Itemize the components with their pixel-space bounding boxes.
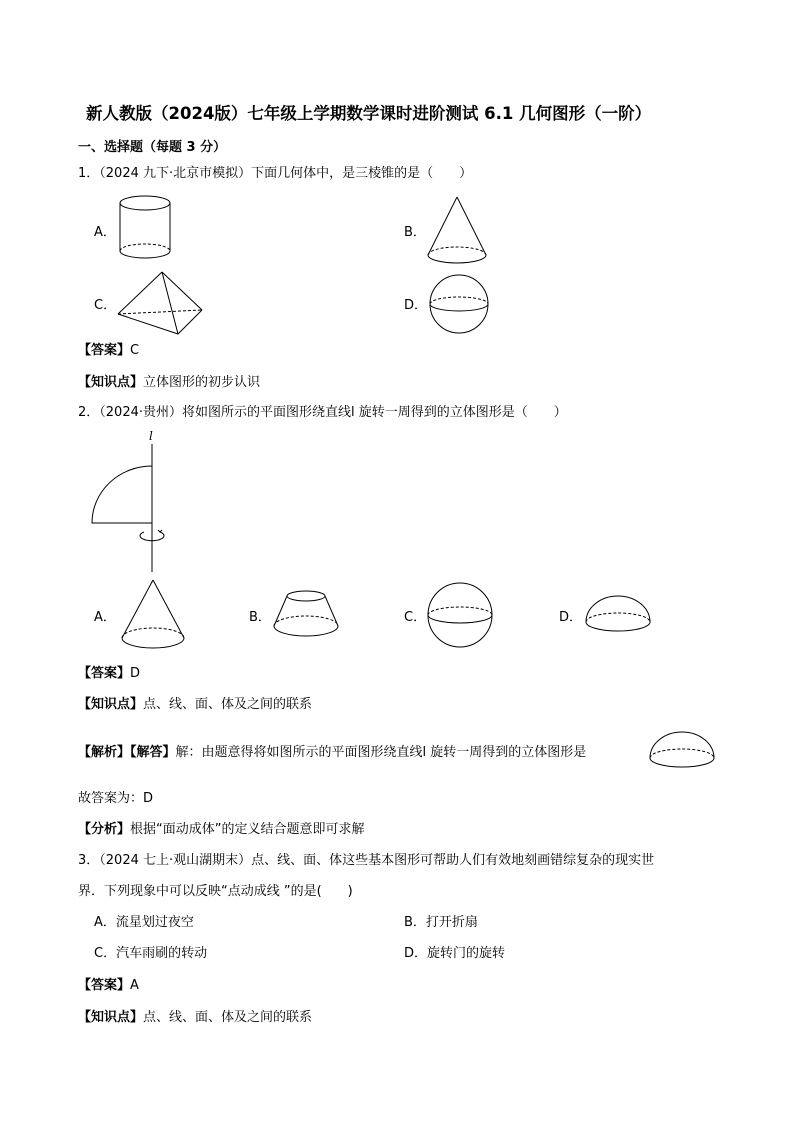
frustum-figure: [272, 588, 342, 642]
q1-option-d-label: D．: [404, 298, 428, 313]
answer-tag: 【答案】: [78, 978, 131, 993]
q3-option-b: B．打开折扇: [404, 915, 478, 930]
q2-sphere-figure: [426, 582, 496, 650]
q2-option-b-label: B．: [249, 610, 271, 625]
hemisphere-figure: [584, 594, 654, 638]
q1-knowledge: [78, 374, 260, 392]
q3-answer: [78, 977, 139, 995]
q3-option-d: D．旋转门的旋转: [404, 946, 506, 961]
solution-tag: 【解答】: [130, 745, 176, 760]
q3-knowledge: [78, 1009, 312, 1027]
knowledge-tag: 【知识点】: [78, 375, 144, 390]
q1-option-a-label: A．: [94, 225, 116, 240]
axis-label-l: l: [149, 429, 153, 443]
q1-answer: [78, 342, 139, 360]
answer-tag: 【答案】: [78, 666, 131, 681]
q2-analysis-text: 解：由题意得将如图所示的平面图形绕直线l 旋转一周得到的立体图形是: [175, 745, 587, 760]
q2-option-a-label: A．: [94, 610, 116, 625]
q3-stem-line1: 3．（2024 七上·观山湖期末）点、线、面、体这些基本图形可帮助人们有效地刻画错综复杂的现实世: [78, 853, 655, 868]
q2-stem: 2．（2024·贵州）将如图所示的平面图形绕直线l 旋转一周得到的立体图形是（ ）: [78, 405, 567, 420]
q1-knowledge-value: 立体图形的初步认识: [143, 375, 261, 390]
q3-option-c: C．汽车雨刷的转动: [94, 946, 208, 961]
cone-figure: [425, 195, 489, 267]
cylinder-figure: [118, 193, 172, 263]
q3-stem-line2: 界．下列现象中可以反映“点动成线 ”的是( ): [78, 884, 353, 899]
q2-analysis: [78, 744, 586, 762]
q2-conclusion: 故答案为：D: [78, 791, 154, 806]
q2-option-c-label: C．: [404, 610, 427, 625]
knowledge-tag: 【知识点】: [78, 697, 144, 712]
q3-answer-value: A: [130, 978, 139, 993]
q2-fenxi: [78, 821, 365, 839]
q2-knowledge: [78, 696, 312, 714]
q1-answer-value: C: [130, 343, 140, 358]
q1-option-b-label: B．: [404, 225, 426, 240]
quarter-circle-rotation-figure: [88, 428, 178, 578]
knowledge-tag: 【知识点】: [78, 1010, 144, 1025]
q2-answer: [78, 665, 140, 683]
answer-hemisphere-figure: [648, 728, 718, 774]
q3-option-a: A．流星划过夜空: [94, 915, 194, 930]
q3-knowledge-value: 点、线、面、体及之间的联系: [143, 1010, 313, 1025]
q2-cone-figure: [120, 578, 186, 652]
section-heading: 一、选择题（每题 3 分）: [78, 140, 227, 155]
q2-fenxi-text: 根据“面动成体”的定义结合题意即可求解: [130, 822, 365, 837]
fenxi-tag: 【分析】: [78, 822, 131, 837]
q1-stem: 1．（2024 九下·北京市模拟）下面几何体中，是三棱锥的是（ ）: [78, 166, 473, 181]
q2-knowledge-value: 点、线、面、体及之间的联系: [143, 697, 313, 712]
q2-answer-value: D: [130, 666, 141, 681]
q1-option-c-label: C．: [94, 298, 117, 313]
q2-option-d-label: D．: [559, 610, 583, 625]
analysis-tag: 【解析】: [78, 745, 131, 760]
answer-tag: 【答案】: [78, 343, 131, 358]
sphere-figure: [428, 274, 492, 336]
triangular-pyramid-figure: [116, 270, 204, 338]
page-title: 新人教版（2024版）七年级上学期数学课时进阶测试 6.1 几何图形（一阶）: [86, 104, 652, 123]
